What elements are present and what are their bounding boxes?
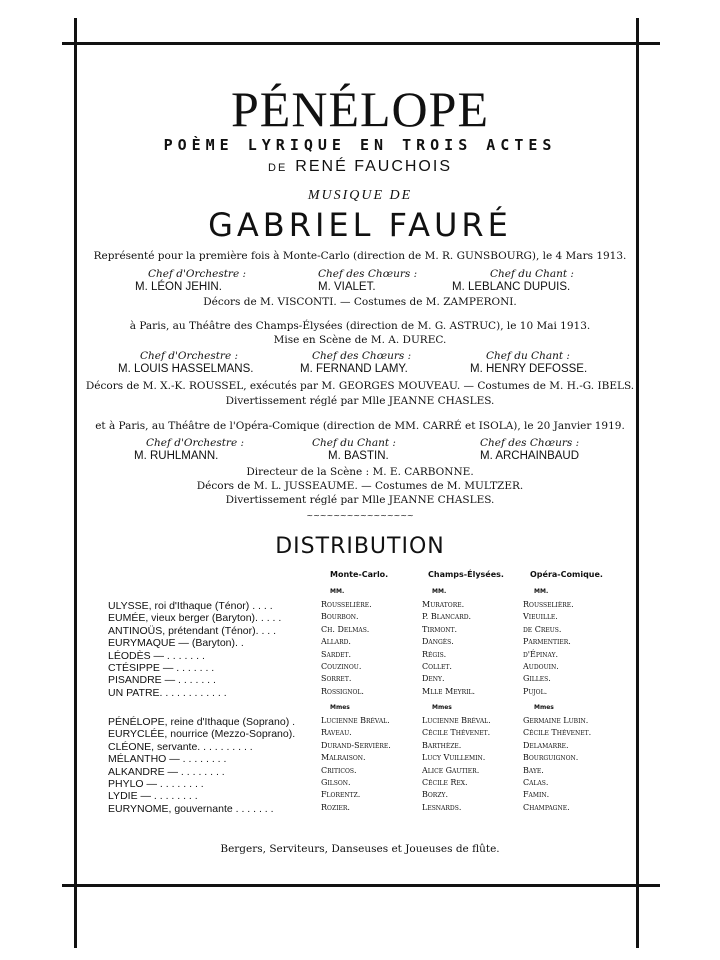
table-row — [0, 716, 720, 728]
table-row — [0, 790, 720, 802]
cast-champs-elysees: Lucy Vuillemin. — [422, 753, 486, 763]
cast-champs-elysees: Deny. — [422, 674, 445, 684]
cast-champs-elysees: Collet. — [422, 662, 452, 671]
table-row — [0, 741, 720, 753]
mc-name-choeurs: M. VIALET. — [318, 281, 376, 293]
cast-role: ALKANDRE — . . . . . . . . — [108, 765, 225, 778]
mc-role-chant: Chef du Chant : — [490, 268, 574, 280]
mmes-label-2: Mmes — [432, 704, 452, 711]
oc-premiere: et à Paris, au Théâtre de l'Opéra-Comique (direction de MM. CARRÉ et ISOLA), le 20 Janvier 1919. — [95, 420, 625, 432]
table-row — [0, 778, 720, 790]
table-row — [0, 625, 720, 637]
table-row — [0, 600, 720, 612]
cast-champs-elysees: Borzy. — [422, 790, 448, 800]
cast-monte-carlo: Ch. Delmas. — [321, 624, 370, 634]
table-row — [0, 687, 720, 699]
table-row — [0, 803, 720, 815]
mmes-label-3: Mmes — [534, 704, 554, 711]
cast-opera-comique: Gilles. — [523, 674, 551, 684]
ce-name-chant: M. HENRY DEFOSSE. — [470, 363, 588, 375]
cast-champs-elysees: Lesnards. — [422, 802, 462, 812]
cast-opera-comique: Vieuille. — [523, 612, 558, 622]
mc-decors: Décors de M. VISCONTI. — Costumes de M. ZAMPERONI. — [203, 296, 517, 308]
cast-champs-elysees: Régis. — [422, 649, 447, 659]
cast-role: EURYNOME, gouvernante . . . . . . . — [108, 802, 274, 815]
table-row — [0, 728, 720, 740]
cast-opera-comique: Audouin. — [523, 662, 559, 671]
cast-opera-comique: Germaine Lubin. — [523, 716, 589, 725]
table-row — [0, 674, 720, 686]
cast-opera-comique: Parmentier. — [523, 637, 571, 647]
cast-opera-comique: Famin. — [523, 790, 550, 800]
oc-divertissement: Divertissement réglé par Mlle JEANNE CHASLES. — [225, 494, 495, 506]
ce-name-orchestra: M. LOUIS HASSELMANS. — [118, 363, 254, 375]
ce-mise-en-scene: Mise en Scène de M. A. DUREC. — [273, 334, 447, 346]
cast-role: LYDIE — . . . . . . . . — [108, 790, 198, 803]
cast-role: EURYMAQUE — (Baryton). . — [108, 637, 244, 650]
cast-opera-comique: Rousselière. — [523, 600, 574, 609]
cast-role: ANTINOÜS, prétendant (Ténor). . . . — [108, 624, 277, 637]
mc-name-orchestra: M. LÉON JEHIN. — [135, 281, 222, 293]
cast-champs-elysees: Lucienne Bréval. — [422, 716, 491, 725]
cast-champs-elysees: Alice Gautier. — [422, 765, 480, 775]
oc-name-chant: M. BASTIN. — [328, 450, 389, 462]
column-opera-comique: Opéra-Comique. — [530, 570, 603, 579]
cast-role: CTÉSIPPE — . . . . . . . — [108, 662, 215, 674]
ce-role-orchestra: Chef d'Orchestre : — [140, 350, 239, 362]
cast-monte-carlo: Durand-Servière. — [321, 740, 391, 750]
column-champs-elysees: Champs-Élysées. — [428, 570, 504, 579]
distribution-title: DISTRIBUTION — [275, 534, 445, 559]
mmes-label-1: Mmes — [330, 704, 350, 711]
cast-role: EUMÉE, vieux berger (Baryton). . . . . — [108, 612, 282, 625]
mc-role-orchestra: Chef d'Orchestre : — [148, 268, 247, 280]
oc-name-orchestra: M. RUHLMANN. — [134, 450, 219, 462]
mc-role-choeurs: Chef des Chœurs : — [318, 268, 418, 280]
distribution-footer: Bergers, Serviteurs, Danseuses et Joueuses de flûte. — [220, 843, 500, 855]
author-line — [0, 158, 720, 176]
ce-decors: Décors de M. X.-K. ROUSSEL, exécutés par M. GEORGES MOUVEAU. — Costumes de M. H.-G. IBELS. — [85, 380, 635, 392]
cast-monte-carlo: Raveau. — [321, 728, 352, 738]
cast-champs-elysees: Dangès. — [422, 637, 454, 647]
table-row — [0, 753, 720, 765]
author-prefix: DE — [268, 162, 288, 174]
bottom-border-line — [62, 884, 660, 887]
ce-premiere: à Paris, au Théâtre des Champs-Élysées (direction de M. G. ASTRUC), le 10 Mai 1913. — [129, 320, 591, 332]
oc-role-choeurs: Chef des Chœurs : — [480, 437, 580, 449]
mc-name-chant: M. LEBLANC DUPUIS. — [452, 281, 571, 293]
cast-role: UN PATRE. . . . . . . . . . . . — [108, 686, 227, 699]
ce-role-choeurs: Chef des Chœurs : — [312, 350, 412, 362]
cast-monte-carlo: Lucienne Bréval. — [321, 716, 390, 725]
oc-decors: Décors de M. L. JUSSEAUME. — Costumes de M. MULTZER. — [196, 480, 524, 492]
cast-role: PISANDRE — . . . . . . . — [108, 674, 216, 687]
cast-opera-comique: Delamarre. — [523, 740, 569, 750]
cast-champs-elysees: Tirmont. — [422, 624, 458, 634]
oc-directeur: Directeur de la Scène : M. E. CARBONNE. — [246, 466, 474, 478]
oc-role-orchestra: Chef d'Orchestre : — [146, 437, 245, 449]
table-row — [0, 650, 720, 662]
ce-name-choeurs: M. FERNAND LAMY. — [300, 363, 408, 375]
oc-role-chant: Chef du Chant : — [312, 437, 396, 449]
cast-role: EURYCLÉE, nourrice (Mezzo-Soprano). — [108, 728, 296, 741]
cast-monte-carlo: Bourbon. — [321, 612, 359, 622]
column-monte-carlo: Monte-Carlo. — [330, 570, 389, 579]
cast-opera-comique: Cécile Thévenet. — [523, 728, 592, 738]
cast-monte-carlo: Sorret. — [321, 674, 352, 684]
music-label: MUSIQUE DE — [307, 188, 413, 203]
mm-label-1: MM. — [330, 588, 345, 595]
cast-monte-carlo: Malraison. — [321, 753, 366, 763]
cast-role: MÉLANTHO — . . . . . . . . — [108, 753, 227, 766]
cast-monte-carlo: Rousselière. — [321, 600, 372, 609]
cast-champs-elysees: Cécile Rex. — [422, 778, 468, 787]
cast-monte-carlo: Florentz. — [321, 790, 361, 800]
cast-monte-carlo: Rozier. — [321, 802, 350, 812]
mm-label-3: MM. — [534, 588, 549, 595]
cast-monte-carlo: Criticos. — [321, 765, 357, 775]
cast-champs-elysees: Mlle Meyril. — [422, 686, 476, 696]
ce-divertissement: Divertissement réglé par Mlle JEANNE CHASLES. — [225, 395, 495, 407]
subtitle: POÈME LYRIQUE EN TROIS ACTES — [163, 136, 557, 154]
cast-opera-comique: Champagne. — [523, 802, 570, 812]
ornament-divider: ~~~~~~~~~~~~~~~~ — [306, 511, 414, 520]
cast-champs-elysees: Barthèze. — [422, 740, 462, 750]
cast-role: PHYLO — . . . . . . . . — [108, 778, 204, 790]
author-name: RENÉ FAUCHOIS — [295, 158, 452, 175]
top-border-line — [62, 42, 660, 45]
cast-opera-comique: de Creus. — [523, 624, 562, 634]
composer-name: GABRIEL FAURÉ — [208, 206, 512, 244]
cast-champs-elysees: Cécile Thévenet. — [422, 728, 491, 738]
mm-label-2: MM. — [432, 588, 447, 595]
table-row — [0, 766, 720, 778]
cast-monte-carlo: Rossignol. — [321, 686, 364, 696]
cast-monte-carlo: Sardet. — [321, 649, 352, 659]
table-row — [0, 612, 720, 624]
cast-role: LÉODÈS — . . . . . . . — [108, 649, 205, 662]
cast-opera-comique: Bourguignon. — [523, 753, 579, 763]
page-title: PÉNÉLOPE — [231, 81, 489, 137]
cast-opera-comique: d'Épinay. — [523, 649, 559, 659]
cast-champs-elysees: P. Blancard. — [422, 612, 472, 622]
cast-opera-comique: Pujol. — [523, 686, 548, 696]
cast-monte-carlo: Couzinou. — [321, 662, 362, 671]
table-row — [0, 662, 720, 674]
cast-champs-elysees: Muratore. — [422, 600, 465, 609]
monte-carlo-premiere: Représenté pour la première fois à Monte-Carlo (direction de M. R. GUNSBOURG), le 4 Mars 1913. — [93, 250, 627, 262]
cast-monte-carlo: Allard. — [321, 637, 351, 647]
cast-role: CLÉONE, servante. . . . . . . . . . — [108, 740, 253, 753]
cast-opera-comique: Baye. — [523, 765, 544, 775]
cast-opera-comique: Calas. — [523, 778, 549, 787]
cast-monte-carlo: Gilson. — [321, 778, 351, 787]
cast-role: ULYSSE, roi d'Ithaque (Ténor) . . . . — [108, 600, 273, 612]
table-row — [0, 637, 720, 649]
cast-role: PÉNÉLOPE, reine d'Ithaque (Soprano) . — [108, 716, 296, 728]
ce-role-chant: Chef du Chant : — [486, 350, 570, 362]
oc-name-choeurs: M. ARCHAINBAUD — [480, 450, 580, 462]
